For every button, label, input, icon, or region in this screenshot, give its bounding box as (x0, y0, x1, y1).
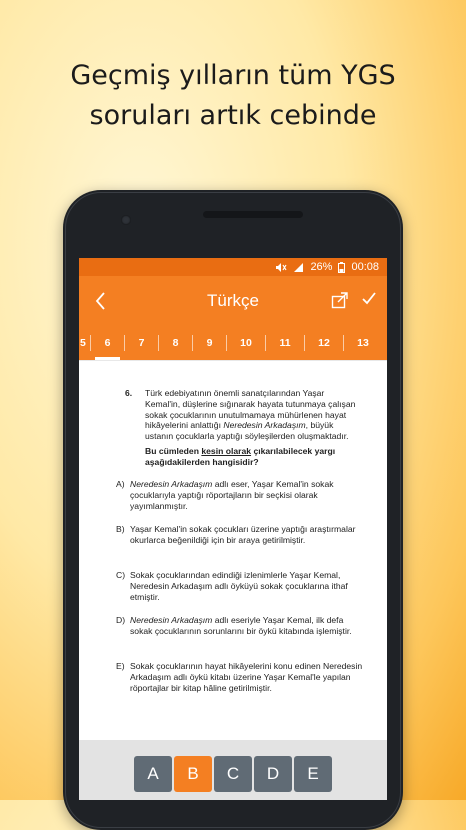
option-letter: D) (116, 615, 126, 625)
answer-button-d[interactable]: D (254, 756, 292, 792)
headline-line-1: Geçmiş yılların tüm YGS (70, 60, 396, 91)
option-italic: Neredesin Arkadaşım (130, 615, 213, 625)
headline-line-2: soruları artık cebinde (89, 100, 377, 131)
question-tabs (79, 326, 387, 360)
option-d (116, 615, 366, 637)
option-letter: B) (116, 524, 125, 534)
toolbar (79, 276, 387, 326)
option-letter: A) (116, 479, 125, 489)
option-letter: E) (116, 661, 125, 671)
answer-button-a[interactable]: A (134, 756, 172, 792)
answer-button-c[interactable]: C (214, 756, 252, 792)
tab-6[interactable]: 6 (91, 326, 124, 360)
tab-5[interactable]: 5 (80, 337, 86, 349)
option-text (130, 479, 366, 511)
tab-7[interactable]: 7 (138, 337, 145, 349)
option-body: Sokak çocuklarının hayat hikâyelerini konu edinen Neredesin Arkadaşım adlı öykü kitabı üzerine Yaşar Kemal'le yapılan röportajlar bir kitap hâline getirilmiştir. (130, 661, 363, 693)
tab-9[interactable]: 9 (206, 337, 213, 349)
tab-12[interactable]: 12 (318, 337, 330, 349)
answer-button-e[interactable]: E (294, 756, 332, 792)
battery-icon (338, 262, 345, 273)
tab-11[interactable]: 11 (279, 337, 291, 349)
option-text (130, 661, 366, 693)
question-text (145, 388, 359, 468)
speaker-grille (203, 211, 303, 218)
prompt-pre: Bu cümleden (145, 445, 199, 456)
answer-bar (79, 740, 387, 800)
option-body: Sokak çocuklarından edindiği izlenimlerle Yaşar Kemal, Neredesin Arkadaşım adlı öyküyü sokak çocuklarına ithaf etmiştir. (130, 570, 348, 602)
clock: 00:08 (351, 261, 379, 273)
status-bar (79, 258, 387, 276)
tab-10[interactable]: 10 (240, 337, 252, 349)
option-body: adlı eser, Yaşar Kemal'in sokak çocuklarıyla yaptığı röportajların bir seçkisi olarak yayımlanmıştır. (130, 479, 334, 511)
question-number: 6. (125, 388, 133, 398)
option-italic: Neredesin Arkadaşım (130, 479, 213, 489)
option-e (116, 661, 366, 693)
option-body: adlı eseriyle Yaşar Kemal, ilk defa sokak çocuklarının sorunlarını bir öykü kitabında işlemiştir. (130, 615, 352, 636)
prompt-underlined: kesin olarak (201, 445, 252, 456)
check-icon[interactable] (361, 288, 377, 308)
mute-icon (275, 262, 287, 273)
question-stem-end: , büyük ustanın çocuklarla yaptığı söyleşilerden oluşmaktadır. (145, 420, 349, 442)
option-a (116, 479, 366, 511)
tab-8[interactable]: 8 (172, 337, 179, 349)
battery-level: 26% (310, 261, 333, 273)
prompt-post: çıkarılabilecek yargı aşağıdakilerden hangisidir? (145, 445, 336, 467)
question-stem (145, 388, 359, 442)
signal-icon (293, 262, 304, 273)
tab-13[interactable]: 13 (357, 337, 369, 349)
question-prompt (145, 446, 359, 468)
question-stem-italic: Neredesin Arkadaşım (223, 420, 306, 431)
page-title: Türkçe (207, 291, 259, 310)
option-text (130, 570, 366, 602)
option-b (116, 524, 366, 546)
option-text (130, 524, 366, 546)
option-body: Yaşar Kemal'in sokak çocukları üzerine yaptığı araştırmalar okurlarca beğenildiği için bir araya getirilmiştir. (130, 524, 356, 545)
question-stem-part: Türk edebiyatının önemli sanatçılarından Yaşar Kemal'in, düşlerine sığınarak hayata tutunmaya çalışan sokak çocuklarının unutulmamaya mühürlenen hayat hikâyelerini anlattığı (145, 388, 356, 431)
headline (0, 56, 466, 136)
answer-button-b[interactable]: B (174, 756, 212, 792)
option-c (116, 570, 366, 602)
camera-icon (121, 215, 131, 225)
option-letter: C) (116, 570, 126, 580)
app-screen (79, 258, 387, 800)
question-content (79, 360, 387, 741)
option-text (130, 615, 366, 637)
share-icon[interactable] (331, 291, 349, 309)
